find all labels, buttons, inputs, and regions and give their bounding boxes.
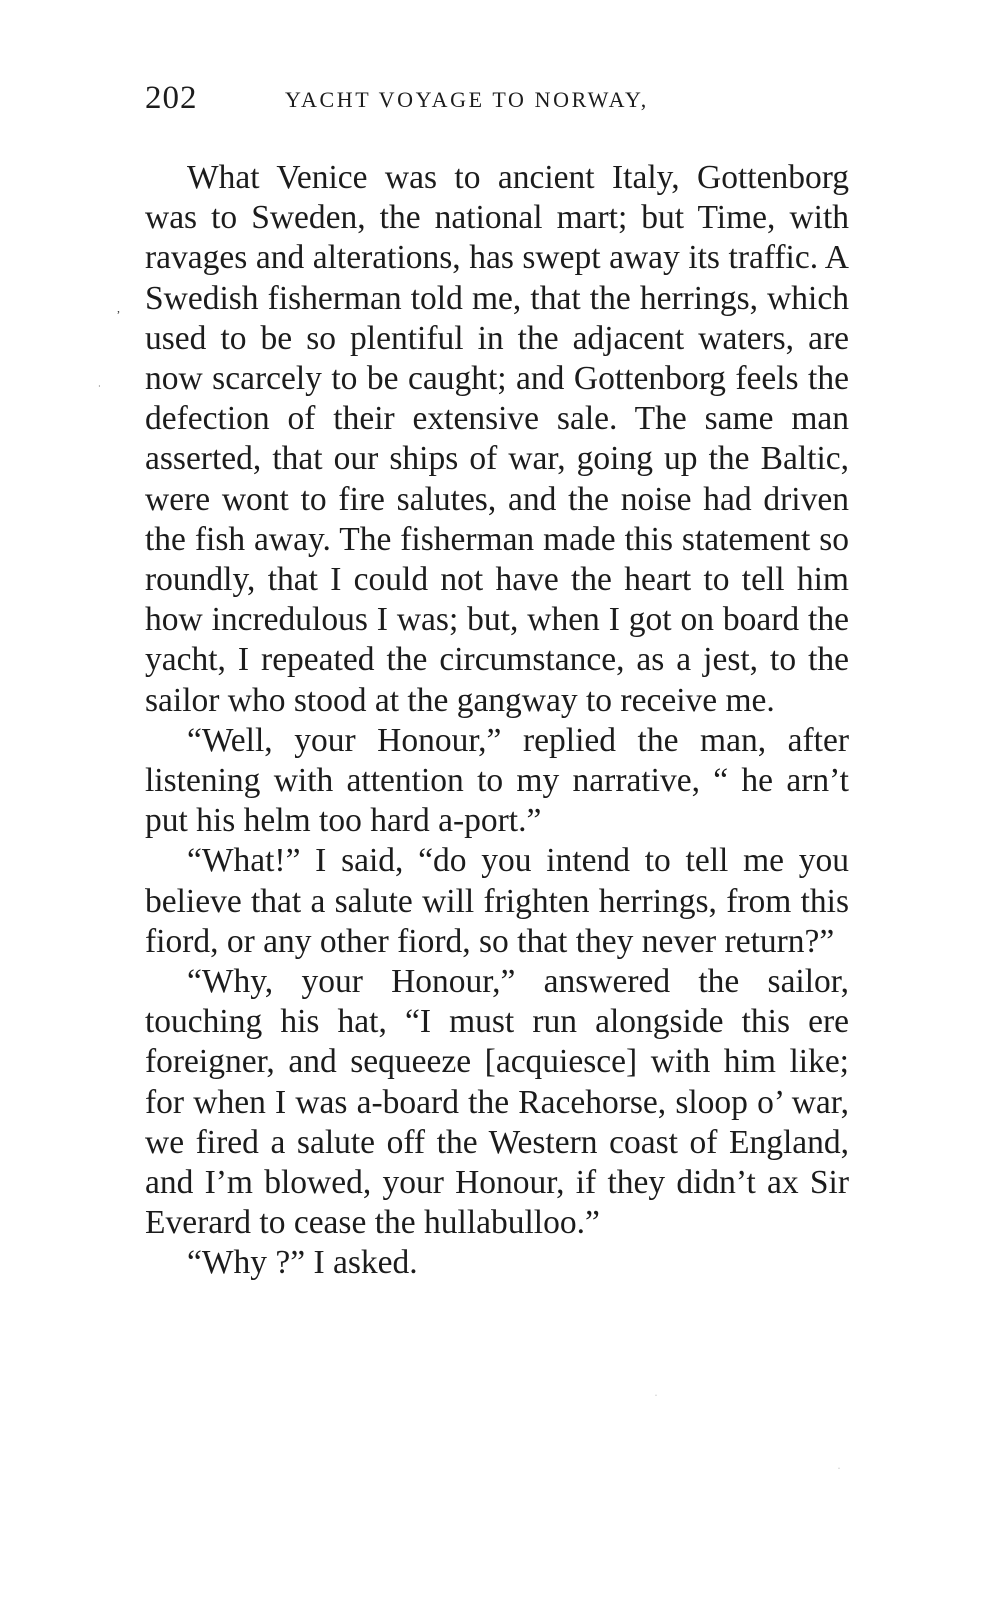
paragraph-sailor-reply: “Well, your Honour,” replied the man, after listening with attention to my narrative, “ he arn’t put his helm too hard a-port.” <box>145 721 849 840</box>
page-speck-mark: · <box>838 1466 840 1472</box>
paragraph-venice: What Venice was to ancient Italy, Gottenborg was to Sweden, the national mart; but Time, with ravages and alterations, has swept away its traffic. A Swedish fisherman told me, that the herrings, which used to be so plentiful in the adjacent waters, are now scarcely to be caught; and Gottenborg feels the defection of their extensive sale. The same man asserted, that our ships of war, going up the Baltic, were wont to fire salutes, and the noise had driven the fish away. The fisherman made this statement so roundly, that I could not have the heart to tell him how incredulous I was; but, when I got on board the yacht, I repeated the circumstance, as a jest, to the sailor who stood at the gangway to receive me. <box>145 159 849 719</box>
margin-dot-mark: · <box>98 382 101 391</box>
body-text <box>145 158 849 1284</box>
paragraph-what-question: “What!” I said, “do you intend to tell me you believe that a salute will frighten herrings, from this fiord, or any other fiord, so that they never return?” <box>145 842 849 960</box>
page-speck-mark: · <box>655 1393 657 1399</box>
running-title: YACHT VOYAGE TO NORWAY, <box>285 87 649 112</box>
margin-speck-mark: , <box>117 301 120 315</box>
paragraph-sailor-answer: “Why, your Honour,” answered the sailor, touching his hat, “I must run alongside this ere foreigner, and sequeeze [acquiesce] with him like; for when I was a-board the Racehorse, sloop o’ war, we fired a salute off the Western coast of England, and I’m blowed, your Honour, if they didn’t ax Sir Everard to cease the hullabulloo.” <box>145 963 849 1242</box>
paragraph-why-asked: “Why ?” I asked. <box>187 1244 418 1282</box>
page-header <box>145 78 845 118</box>
page-number: 202 <box>145 80 198 116</box>
